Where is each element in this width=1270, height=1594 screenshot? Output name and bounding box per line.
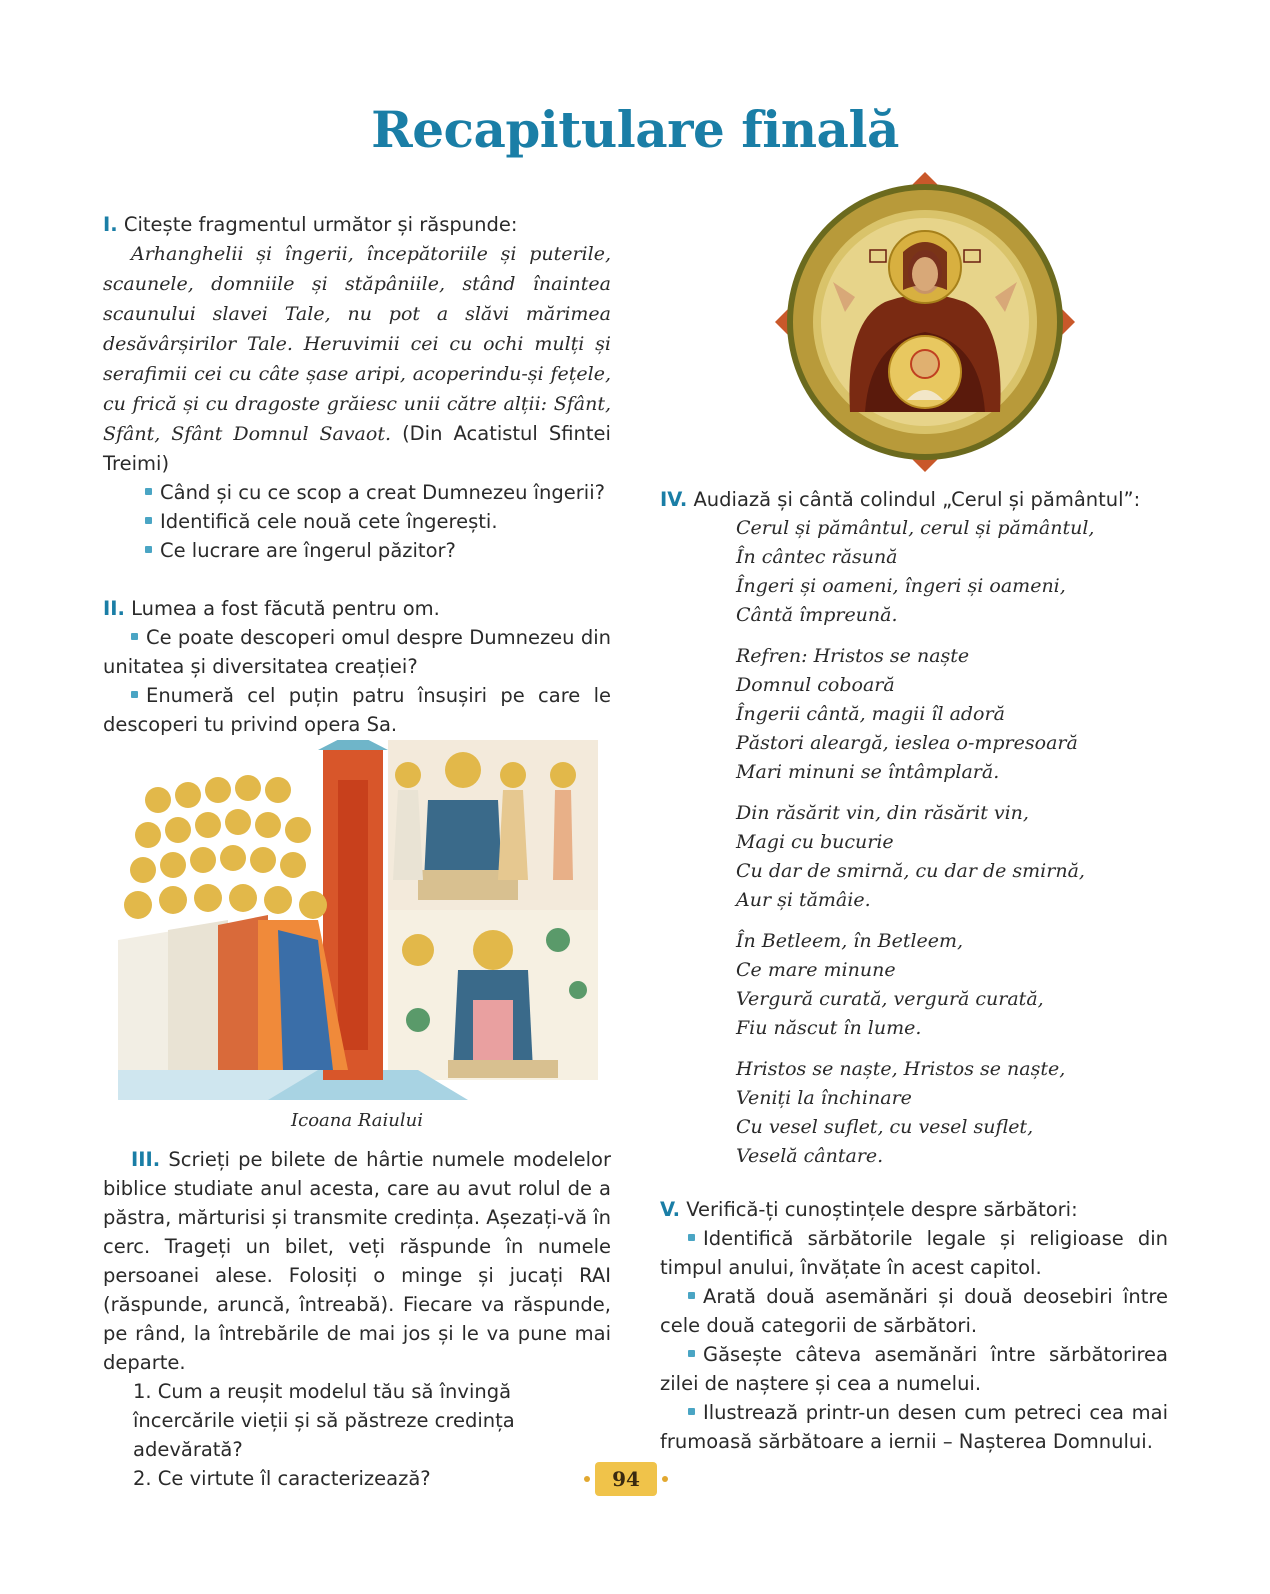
verse-line: Aur și tămâie.	[736, 889, 871, 911]
stanza-3	[660, 799, 1168, 915]
section1-heading-text: Citește fragmentul următor și răspunde:	[123, 213, 518, 236]
section3-text: Scrieți pe bilete de hârtie numele modelelor biblice studiate anul acesta, care au avut rolul de a păstra, mărturisi și transmite credința. Așezați-vă în cerc. Trageți un bilet, veți răspunde în numele persoanei alese. Folosiți o minge și jucați RAI (răspunde, aruncă, întreabă). Fiecare va răspunde, pe rând, la întrebările de mai jos și le va pune mai departe.	[103, 1148, 612, 1374]
section2-bullet-1: Ce poate descoperi omul despre Dumnezeu din unitatea și diversitatea creației?	[103, 623, 611, 681]
verse-line: Domnul coboară	[736, 674, 895, 696]
stanza-refrain	[660, 642, 1168, 787]
verse-line: În Betleem, în Betleem,	[736, 930, 964, 952]
left-column	[103, 210, 611, 739]
section3-question-1: 1. Cum a reușit modelul tău să învingă încercările vieții și să păstreze credința adevărată?	[133, 1380, 515, 1461]
section2-heading	[103, 594, 611, 623]
stanza-1	[660, 514, 1168, 630]
page-number-dot-right	[662, 1476, 668, 1482]
verse-line: Cântă împreună.	[736, 604, 898, 626]
section5-bullet-1: Identifică sărbătorile legale și religioase din timpul anului, învățate în acest capitol.	[660, 1224, 1168, 1282]
section5-heading	[660, 1195, 1168, 1224]
icon-image-paradise	[118, 740, 598, 1100]
stanza-5	[660, 1055, 1168, 1171]
section4-number: IV.	[660, 488, 688, 511]
section1-quote-block	[103, 239, 611, 478]
stanza-4	[660, 927, 1168, 1043]
page-number-dot-left	[584, 1476, 590, 1482]
verse-line: Hristos se naște, Hristos se naște,	[736, 1058, 1066, 1080]
verse-line: Cu dar de smirnă, cu dar de smirnă,	[736, 860, 1085, 882]
verse-line: Păstori aleargă, ieslea o-mpresoară	[736, 732, 1078, 754]
section5-bullet-3: Găsește câteva asemănări între sărbătorirea zilei de naștere și cea a numelui.	[660, 1340, 1168, 1398]
section3-paragraph	[103, 1145, 611, 1377]
verse-line: Refren: Hristos se naște	[736, 645, 970, 667]
image-caption: Icoana Raiului	[291, 1110, 423, 1131]
verse-line: În cântec răsună	[736, 546, 898, 568]
verse-line: Îngerii cântă, magii îl adoră	[736, 703, 1005, 725]
verse-line: Cu vesel suflet, cu vesel suflet,	[736, 1116, 1034, 1138]
page-title: Recapitulare finală	[371, 100, 899, 159]
section5-number: V.	[660, 1198, 680, 1221]
verse-line: Îngeri și oameni, îngeri și oameni,	[736, 575, 1066, 597]
section5-bullet-2: Arată două asemănări și două deosebiri între cele două categorii de sărbători.	[660, 1282, 1168, 1340]
section2-number: II.	[103, 597, 125, 620]
section1-bullet-1: Când și cu ce scop a creat Dumnezeu îngerii?	[103, 478, 611, 507]
section1-heading	[103, 210, 611, 239]
verse-line: Veniți la închinare	[736, 1087, 912, 1109]
section2-heading-text: Lumea a fost făcută pentru om.	[131, 597, 440, 620]
right-column	[660, 485, 1168, 1456]
icon-image-virgin	[775, 172, 1075, 472]
section1-number: I.	[103, 213, 118, 236]
section4-heading-text: Audiază și cântă colindul „Cerul și pământul”:	[693, 488, 1141, 511]
verse-line: Vergură curată, vergură curată,	[736, 988, 1044, 1010]
section5-bullet-4: Ilustrează printr-un desen cum petreci cea mai frumoasă sărbătoare a iernii – Nașterea Domnului.	[660, 1398, 1168, 1456]
verse-line: Mari minuni se întâmplară.	[736, 761, 1000, 783]
section3-block	[103, 1145, 611, 1493]
verse-line: Cerul și pământul, cerul și pământul,	[736, 517, 1095, 539]
section3-number: III.	[131, 1148, 161, 1171]
page-number: 94	[595, 1462, 657, 1496]
section2-bullet-2: Enumeră cel puțin patru însușiri pe care le descoperi tu privind opera Sa.	[103, 681, 611, 739]
verse-line: Veselă cântare.	[736, 1145, 884, 1167]
verse-line: Ce mare minune	[736, 959, 896, 981]
section4-heading	[660, 485, 1168, 514]
section1-bullet-3: Ce lucrare are îngerul păzitor?	[103, 536, 611, 565]
section1-source: (Din Acatistul Sfintei Treimi)	[103, 422, 611, 475]
section5-heading-text: Verifică-ți cunoștințele despre sărbători:	[686, 1198, 1078, 1221]
section1-bullet-2: Identifică cele nouă cete îngerești.	[103, 507, 611, 536]
section3-question-2: 2. Ce virtute îl caracterizează?	[133, 1467, 431, 1490]
verse-line: Din răsărit vin, din răsărit vin,	[736, 802, 1029, 824]
verse-line: Magi cu bucurie	[736, 831, 894, 853]
verse-line: Fiu născut în lume.	[736, 1017, 922, 1039]
section1-quote: Arhanghelii și îngerii, începătoriile și puterile, scaunele, domniile și stăpâniile, stând înaintea scaunului slavei Tale, nu pot a slăvi mărimea desăvârșirilor Tale. Heruvimii cei cu ochi mulți și serafimii cei cu câte șase aripi, acoperindu-și fețele, cu frică și cu dragoste grăiesc unii către alții: Sfânt, Sfânt, Sfânt Domnul Savaot.	[103, 243, 611, 445]
